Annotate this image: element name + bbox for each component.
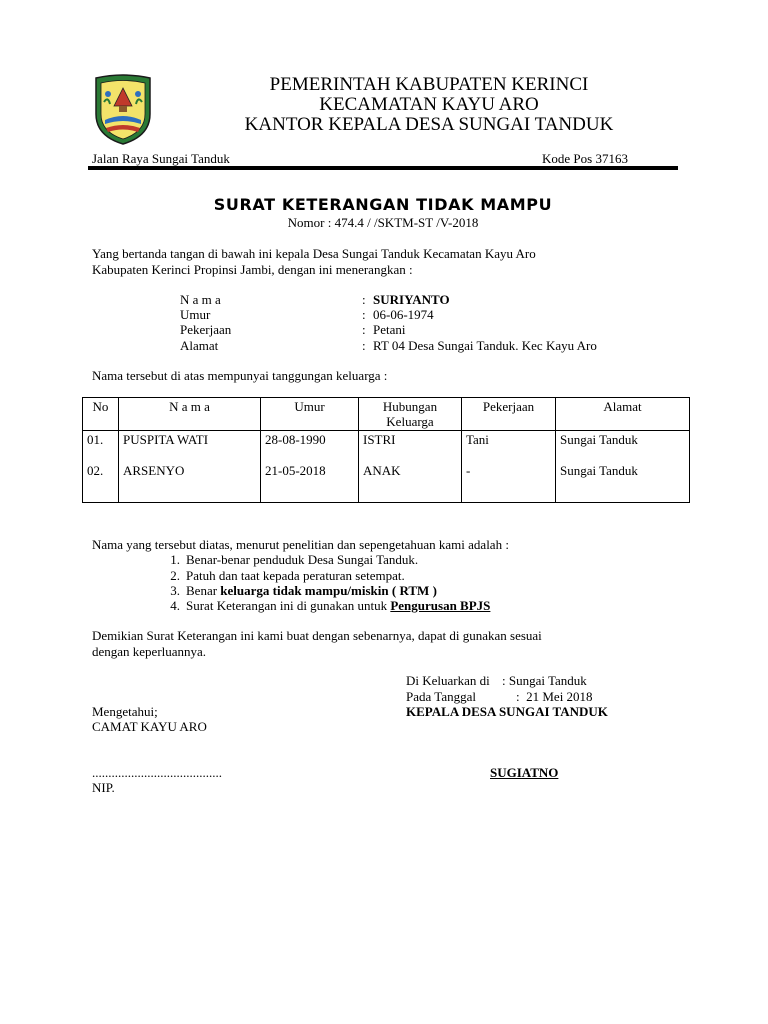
letterhead-postcode: Kode Pos 37163 — [542, 151, 628, 166]
findings-intro: Nama yang tersebut diatas, menurut penelitian dan sepengetahuan kami adalah : — [92, 537, 509, 552]
finding-item-4 — [158, 598, 490, 613]
letterhead-divider — [88, 166, 678, 170]
person-name-value: SURIYANTO — [373, 292, 450, 307]
finding-text: Benar-benar penduduk Desa Sungai Tanduk. — [186, 552, 419, 567]
person-address-sep: : — [362, 338, 366, 353]
cell-job: Tani — [462, 431, 556, 463]
issued-place-value: : Sungai Tanduk — [502, 673, 587, 688]
kerinci-regency-emblem-icon — [92, 74, 154, 146]
table-row — [83, 431, 690, 463]
closing-line-2: dengan keperluannya. — [92, 644, 207, 659]
finding-emphasis: keluarga tidak mampu/miskin ( RTM ) — [220, 583, 437, 598]
finding-item-3 — [158, 583, 437, 598]
finding-text: Patuh dan taat kepada peraturan setempat. — [186, 568, 405, 583]
cell-relation: ANAK — [359, 462, 462, 503]
finding-text: Benar — [186, 583, 221, 598]
finding-item-2 — [158, 568, 405, 583]
cell-job: - — [462, 462, 556, 503]
finding-item-1 — [158, 552, 418, 567]
cell-name: ARSENYO — [119, 462, 261, 503]
person-address-value: RT 04 Desa Sungai Tanduk. Kec Kayu Aro — [373, 338, 597, 353]
signature-left-name: ........................................ — [92, 765, 222, 780]
person-age-sep: : — [362, 307, 366, 322]
col-header-job: Pekerjaan — [462, 398, 556, 431]
person-name-sep: : — [362, 292, 366, 307]
finding-number: 3. — [170, 583, 180, 598]
signature-left-label: Mengetahui; — [92, 704, 158, 719]
cell-no: 01. — [83, 431, 119, 463]
closing-line-1: Demikian Surat Keterangan ini kami buat dengan sebenarnya, dapat di gunakan sesuai — [92, 628, 542, 643]
cell-relation: ISTRI — [359, 431, 462, 463]
family-intro: Nama tersebut di atas mempunyai tanggungan keluarga : — [92, 368, 388, 383]
finding-emphasis: Pengurusan BPJS — [390, 598, 491, 613]
person-job-sep: : — [362, 322, 366, 337]
cell-address: Sungai Tanduk — [556, 462, 690, 503]
intro-line-1: Yang bertanda tangan di bawah ini kepala Desa Sungai Tanduk Kecamatan Kayu Aro — [92, 246, 536, 261]
col-header-relation: Hubungan Keluarga — [359, 398, 462, 431]
signature-right-title: KEPALA DESA SUNGAI TANDUK — [406, 704, 608, 719]
cell-age: 28-08-1990 — [261, 431, 359, 463]
col-header-name: N a m a — [119, 398, 261, 431]
col-header-address: Alamat — [556, 398, 690, 431]
signature-left-nip: NIP. — [92, 780, 115, 795]
issued-date-label: Pada Tanggal — [406, 689, 476, 704]
issued-date-value: : 21 Mei 2018 — [516, 689, 593, 704]
finding-number: 4. — [170, 598, 180, 613]
intro-line-2: Kabupaten Kerinci Propinsi Jambi, dengan ini menerangkan : — [92, 262, 413, 277]
letterhead-line-1: PEMERINTAH KABUPATEN KERINCI — [269, 74, 589, 95]
person-job-value: Petani — [373, 322, 406, 337]
table-header-row — [83, 398, 690, 431]
person-address-label: Alamat — [180, 338, 219, 353]
col-header-age: Umur — [261, 398, 359, 431]
finding-number: 2. — [170, 568, 180, 583]
cell-address: Sungai Tanduk — [556, 431, 690, 463]
cell-name: PUSPITA WATI — [119, 431, 261, 463]
col-header-no: No — [83, 398, 119, 431]
family-table — [82, 397, 690, 503]
finding-number: 1. — [170, 552, 180, 567]
person-age-label: Umur — [180, 307, 211, 322]
document-title: SURAT KETERANGAN TIDAK MAMPU — [213, 195, 553, 214]
person-name-label: N a m a — [180, 292, 221, 307]
signature-right-name: SUGIATNO — [490, 765, 559, 780]
document-number: Nomor : 474.4 / /SKTM-ST /V-2018 — [287, 215, 479, 230]
person-job-label: Pekerjaan — [180, 322, 232, 337]
signature-left-title: CAMAT KAYU ARO — [92, 719, 207, 734]
letterhead-line-2: KECAMATAN KAYU ARO — [319, 94, 539, 115]
cell-age: 21-05-2018 — [261, 462, 359, 503]
issued-place-label: Di Keluarkan di — [406, 673, 490, 688]
person-age-value: 06-06-1974 — [373, 307, 434, 322]
cell-no: 02. — [83, 462, 119, 503]
letterhead-address: Jalan Raya Sungai Tanduk — [92, 151, 230, 166]
table-row — [83, 462, 690, 503]
finding-text: Surat Keterangan ini di gunakan untuk — [186, 598, 391, 613]
letterhead-line-3: KANTOR KEPALA DESA SUNGAI TANDUK — [244, 114, 614, 135]
